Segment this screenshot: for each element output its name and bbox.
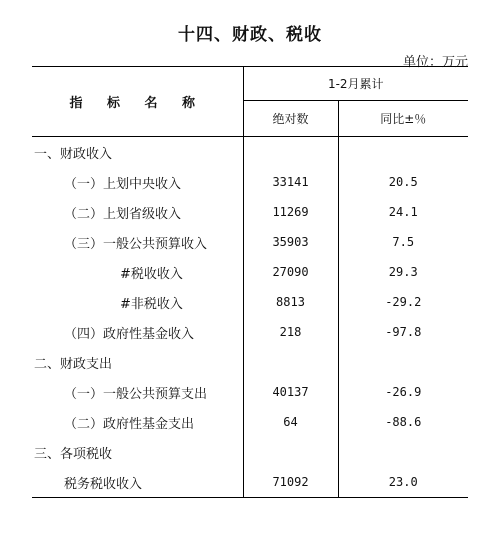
table-row	[32, 197, 468, 227]
table-row	[32, 287, 468, 317]
table-row	[32, 347, 468, 377]
table-row	[32, 257, 468, 287]
row-label: 三、各项税收	[32, 437, 243, 467]
row-label: #税收收入	[32, 257, 243, 287]
table-row	[32, 227, 468, 257]
row-absolute: 33141	[243, 167, 338, 197]
row-yoy: -97.8	[385, 325, 422, 339]
row-yoy: 23.0	[338, 467, 468, 498]
row-absolute: 71092	[243, 467, 338, 498]
table-row	[32, 467, 468, 498]
row-yoy: -29.2	[385, 295, 422, 309]
table-row	[32, 407, 468, 437]
row-label: （一）一般公共预算支出	[32, 377, 243, 407]
row-label: （三）一般公共预算收入	[32, 227, 243, 257]
row-absolute: 40137	[243, 377, 338, 407]
row-label: （二）政府性基金支出	[32, 407, 243, 437]
row-absolute	[243, 437, 338, 467]
header-period: 1-2月累计	[243, 67, 468, 101]
row-yoy	[338, 347, 468, 377]
row-yoy: 20.5	[388, 175, 418, 189]
page-title: 十四、财政、税收	[178, 25, 322, 45]
row-absolute: 8813	[243, 287, 338, 317]
row-label: 一、财政收入	[32, 137, 243, 168]
row-absolute: 11269	[243, 197, 338, 227]
row-label: （一）上划中央收入	[32, 167, 243, 197]
table-row	[32, 437, 468, 467]
row-label: 二、财政支出	[32, 347, 243, 377]
row-label: （四）政府性基金收入	[32, 317, 243, 347]
row-absolute: 27090	[243, 257, 338, 287]
row-yoy: -88.6	[385, 415, 422, 429]
table-row	[32, 167, 468, 197]
row-absolute	[243, 137, 338, 168]
table-row	[32, 317, 468, 347]
finance-tax-table	[32, 66, 468, 498]
row-absolute: 35903	[243, 227, 338, 257]
table-row	[32, 137, 468, 168]
row-label: 税务税收收入	[32, 467, 243, 498]
header-absolute: 绝对数	[243, 101, 338, 137]
row-yoy: -26.9	[385, 385, 422, 399]
row-yoy	[338, 137, 468, 168]
table-row	[32, 377, 468, 407]
row-yoy: 29.3	[388, 265, 418, 279]
row-label: （二）上划省级收入	[32, 197, 243, 227]
row-absolute	[243, 347, 338, 377]
row-label: #非税收入	[32, 287, 243, 317]
header-yoy: 同比±％	[338, 101, 468, 137]
row-yoy: 7.5	[392, 235, 415, 249]
row-absolute: 64	[243, 407, 338, 437]
unit-label: 单位：万元	[402, 55, 468, 70]
row-absolute: 218	[243, 317, 338, 347]
row-yoy	[338, 437, 468, 467]
row-yoy: 24.1	[388, 205, 418, 219]
header-indicator-name: 指 标 名 称	[32, 67, 243, 137]
